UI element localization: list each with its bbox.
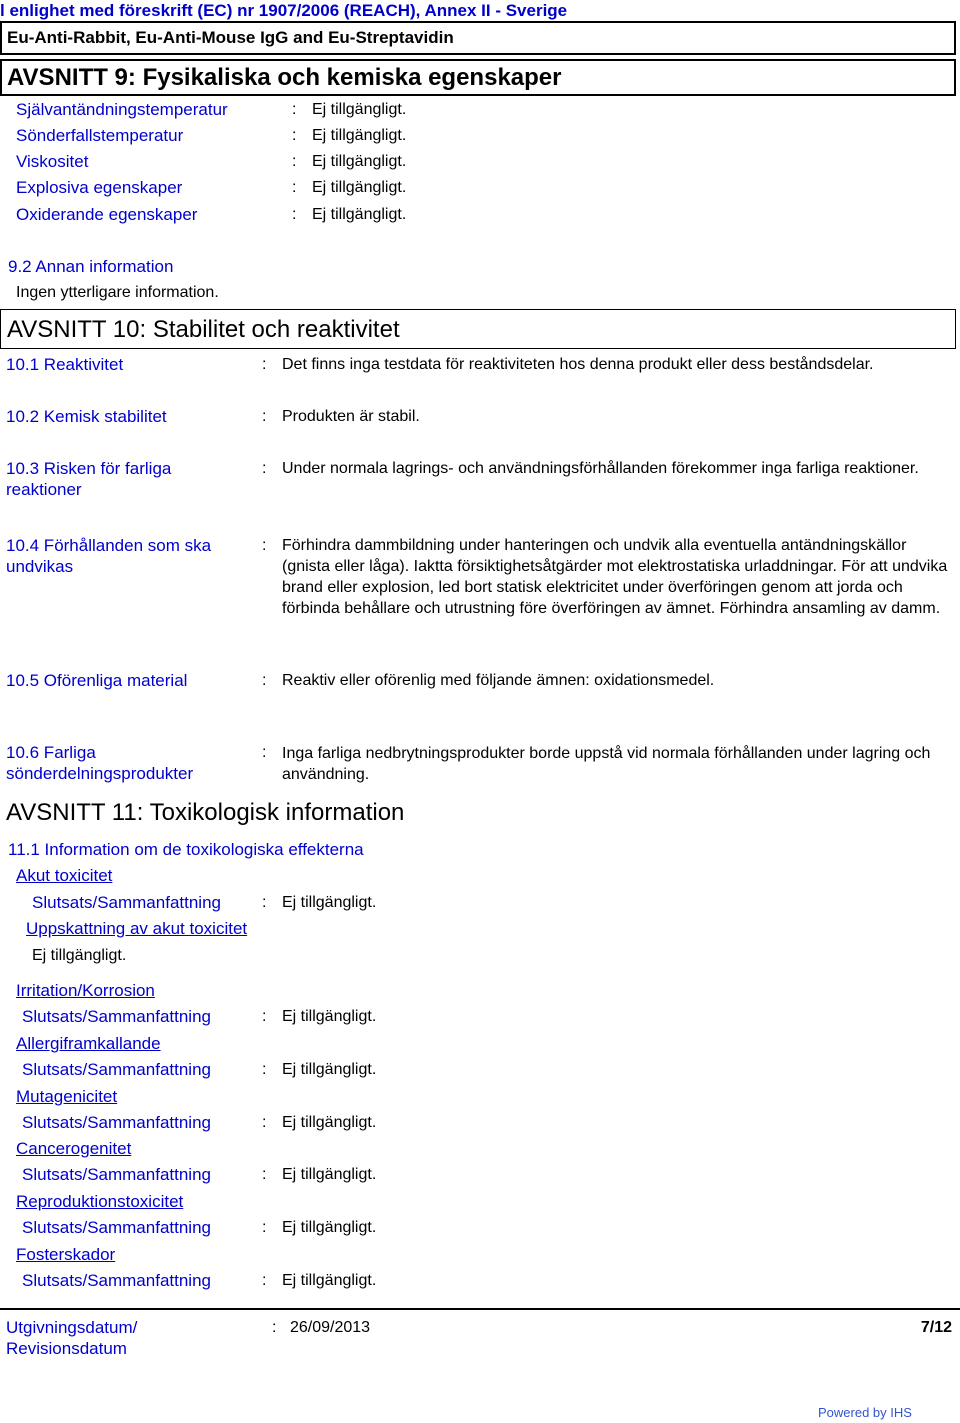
carcinogenicity-heading: Cancerogenitet <box>16 1139 132 1158</box>
page-number: 7/12 <box>920 1319 952 1336</box>
conditions-avoid-label-2: undvikas <box>6 557 74 576</box>
colon: : <box>292 206 297 223</box>
sensitization-heading: Allergiframkallande <box>16 1034 161 1053</box>
conditions-avoid-label: 10.4 Förhållanden som ska <box>6 536 212 555</box>
sensitization-summary-value: Ej tillgängligt. <box>282 1061 377 1078</box>
product-name: Eu-Anti-Rabbit, Eu-Anti-Mouse IgG and Eu-Streptavidin <box>7 28 454 47</box>
hazardous-reactions-label-2: reaktioner <box>6 480 82 499</box>
autoignition-label: Självantändningstemperatur <box>16 100 228 119</box>
other-info-heading: 9.2 Annan information <box>8 257 174 276</box>
colon: : <box>292 153 297 170</box>
colon: : <box>262 1061 267 1078</box>
colon: : <box>262 1008 267 1025</box>
colon: : <box>292 127 297 144</box>
colon: : <box>292 101 297 118</box>
autoignition-value: Ej tillgängligt. <box>312 101 407 118</box>
viscosity-label: Viskositet <box>16 152 89 171</box>
irritation-summary-value: Ej tillgängligt. <box>282 1008 377 1025</box>
colon: : <box>262 1219 267 1236</box>
section-10-title: AVSNITT 10: Stabilitet och reaktivitet <box>7 316 400 343</box>
incompatible-materials-value: Reaktiv eller oförenlig med följande ämnen: oxidationsmedel. <box>282 672 715 689</box>
decomposition-products-label: 10.6 Farliga <box>6 743 96 762</box>
revision-date-value: 26/09/2013 <box>290 1319 371 1336</box>
colon: : <box>262 1166 267 1183</box>
other-info-text: Ingen ytterligare information. <box>16 284 219 301</box>
section-11-title: AVSNITT 11: Toxikologisk information <box>6 799 405 826</box>
revision-date-label-2: Revisionsdatum <box>6 1339 127 1358</box>
colon: : <box>292 179 297 196</box>
acute-summary-label: Slutsats/Sammanfattning <box>32 893 221 912</box>
product-name-box <box>0 21 956 55</box>
fetal-damage-heading: Fosterskador <box>16 1245 116 1264</box>
mutagenicity-summary-value: Ej tillgängligt. <box>282 1114 377 1131</box>
chemical-stability-value: Produkten är stabil. <box>282 408 420 425</box>
reproductive-summary-label: Slutsats/Sammanfattning <box>22 1218 211 1237</box>
irritation-summary-label: Slutsats/Sammanfattning <box>22 1007 211 1026</box>
oxidizing-label: Oxiderande egenskaper <box>16 205 198 224</box>
irritation-heading: Irritation/Korrosion <box>16 981 155 1000</box>
section-9-header <box>0 59 956 96</box>
carcinogenicity-summary-value: Ej tillgängligt. <box>282 1166 377 1183</box>
powered-by-link[interactable]: Powered by IHS <box>818 1405 912 1420</box>
colon: : <box>262 1272 267 1289</box>
acute-estimate-value: Ej tillgängligt. <box>32 947 127 964</box>
hazardous-reactions-label: 10.3 Risken för farliga <box>6 459 172 478</box>
colon: : <box>262 894 267 911</box>
oxidizing-value: Ej tillgängligt. <box>312 206 407 223</box>
acute-estimate-heading: Uppskattning av akut toxicitet <box>26 919 248 938</box>
reactivity-value: Det finns inga testdata för reaktiviteten hos denna produkt eller dess beståndsdelar. <box>282 356 874 373</box>
conditions-avoid-value: Förhindra dammbildning under hanteringen och undvik alla eventuella antändningskällor (gnista eller låga). Iaktta försiktighetsåtgärder mot elektrostatiska urladdningar. För att undvika brand eller explosion, led bort statisk elektricitet under överföringen genom att jorda och förbinda behållare och utrustning före överföringen av ämnet. Förhindra ansamling av damm. <box>282 537 948 617</box>
regulation-header: l enlighet med föreskrift (EC) nr 1907/2006 (REACH), Annex II - Sverige <box>0 1 568 20</box>
explosive-value: Ej tillgängligt. <box>312 179 407 196</box>
mutagenicity-heading: Mutagenicitet <box>16 1087 118 1106</box>
revision-date-label: Utgivningsdatum/ <box>6 1318 138 1337</box>
sensitization-summary-label: Slutsats/Sammanfattning <box>22 1060 211 1079</box>
colon: : <box>262 460 267 477</box>
hazardous-reactions-value: Under normala lagrings- och användningsförhållanden förekommer inga farliga reaktioner. <box>282 460 919 477</box>
decomposition-products-label-2: sönderdelningsprodukter <box>6 764 194 783</box>
chemical-stability-label: 10.2 Kemisk stabilitet <box>6 407 167 426</box>
section-10-header <box>0 309 956 349</box>
colon: : <box>262 408 267 425</box>
section-9-title: AVSNITT 9: Fysikaliska och kemiska egenskaper <box>7 64 562 91</box>
reproductive-heading: Reproduktionstoxicitet <box>16 1192 184 1211</box>
tox-effects-heading: 11.1 Information om de toxikologiska effekterna <box>8 840 364 859</box>
decomposition-products-value: Inga farliga nedbrytningsprodukter borde uppstå vid normala förhållanden under lagring och användning. <box>282 745 931 783</box>
colon: : <box>262 356 267 373</box>
explosive-label: Explosiva egenskaper <box>16 178 183 197</box>
reactivity-label: 10.1 Reaktivitet <box>6 355 124 374</box>
footer-rule <box>0 1308 960 1310</box>
decomposition-value: Ej tillgängligt. <box>312 127 407 144</box>
colon: : <box>262 672 267 689</box>
colon: : <box>272 1319 277 1336</box>
fetal-damage-summary-label: Slutsats/Sammanfattning <box>22 1271 211 1290</box>
decomposition-label: Sönderfallstemperatur <box>16 126 184 145</box>
mutagenicity-summary-label: Slutsats/Sammanfattning <box>22 1113 211 1132</box>
acute-summary-value: Ej tillgängligt. <box>282 894 377 911</box>
carcinogenicity-summary-label: Slutsats/Sammanfattning <box>22 1165 211 1184</box>
acute-toxicity-heading: Akut toxicitet <box>16 866 113 885</box>
incompatible-materials-label: 10.5 Oförenliga material <box>6 671 188 690</box>
colon: : <box>262 1114 267 1131</box>
fetal-damage-summary-value: Ej tillgängligt. <box>282 1272 377 1289</box>
viscosity-value: Ej tillgängligt. <box>312 153 407 170</box>
colon: : <box>262 537 267 554</box>
colon: : <box>262 744 267 761</box>
reproductive-summary-value: Ej tillgängligt. <box>282 1219 377 1236</box>
